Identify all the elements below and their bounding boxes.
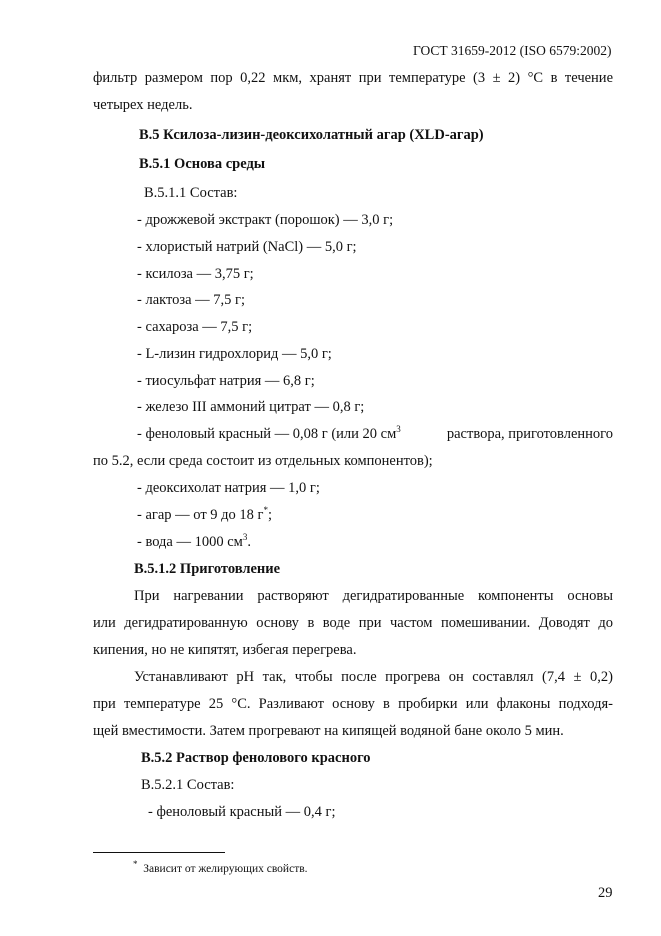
ingredient-phenol-red-solution: - феноловый красный — 0,4 г; [148,804,336,820]
ingredient-phenol-red-line-1 [137,425,613,443]
ingredient-sucrose: - сахароза — 7,5 г; [137,319,253,335]
ingredient-lactose: - лактоза — 7,5 г; [137,292,246,308]
composition-label-b511: В.5.1.1 Состав: [144,185,238,201]
ingredient-water: - вода — 1000 $см^3$. [137,532,251,550]
ingredient-sodium-chloride: - хлористый натрий (NaCl) — 5,0 г; [137,239,357,255]
section-b51-title: В.5.1 Основа среды [139,156,266,172]
ingredient-iron-citrate: - железо III аммоний цитрат — 0,8 г; [137,399,365,415]
ingredient-agar: - агар — от 9 до 18 г*; [137,505,273,523]
page-number: 29 [598,885,613,901]
phenol-red-text-continued: раствора, приготовленного [446,426,613,442]
ingredient-deoxycholate: - деоксихолат натрия — 1,0 г; [137,480,320,496]
section-b512-title: В.5.1.2 Приготовление [134,561,281,577]
ingredient-xylose: - ксилоза — 3,75 г; [137,266,254,282]
ingredient-yeast-extract: - дрожжевой экстракт (порошок) — 3,0 г; [137,212,394,228]
preparation-para2-line2: при температуре 25 °С. Разливают основу в пробирки или флаконы подходя- [93,696,613,712]
footnote-text: Зависит от желирующих свойств. [143,863,308,875]
preparation-para1-line2: или дегидратированную основу в воде при частом помешивании. Доводят до [93,615,613,631]
preparation-para2-line1: Устанавливают рН так, чтобы после прогрева он составлял (7,4 ± 0,2) [134,669,613,685]
section-b5-title: В.5 Ксилоза-лизин-деоксихолатный агар (XLD-агар) [139,127,484,143]
footnote-divider [93,852,225,853]
document-header: ГОСТ 31659-2012 (ISO 6579:2002) [413,43,612,58]
section-b52-title: В.5.2 Раствор фенолового красного [141,750,371,766]
phenol-red-text: - феноловый красный — 0,08 г (или 20 $см^3$ [137,424,401,442]
preparation-para1-line3: кипения, но не кипятят, избегая перегрева. [93,642,357,658]
footnote-marker: * [133,859,138,870]
footnote [133,860,308,878]
footnote-reference: * [263,505,268,516]
intro-line-1: фильтр размером пор 0,22 мкм, хранят при температуре (3 ± 2) °С в течение [93,70,613,86]
composition-label-b521: В.5.2.1 Состав: [141,777,235,793]
preparation-para1-line1: При нагревании растворяют дегидратированные компоненты основы [134,588,613,604]
intro-line-2: четырех недель. [93,97,193,113]
ingredient-lysine: - L-лизин гидрохлорид — 5,0 г; [137,346,332,362]
preparation-para2-line3: щей вместимости. Затем прогревают на кипящей водяной бане около 5 мин. [93,723,564,739]
ingredient-thiosulfate: - тиосульфат натрия — 6,8 г; [137,373,315,389]
ingredient-phenol-red-line-2: по 5.2, если среда состоит из отдельных компонентов); [93,453,433,469]
